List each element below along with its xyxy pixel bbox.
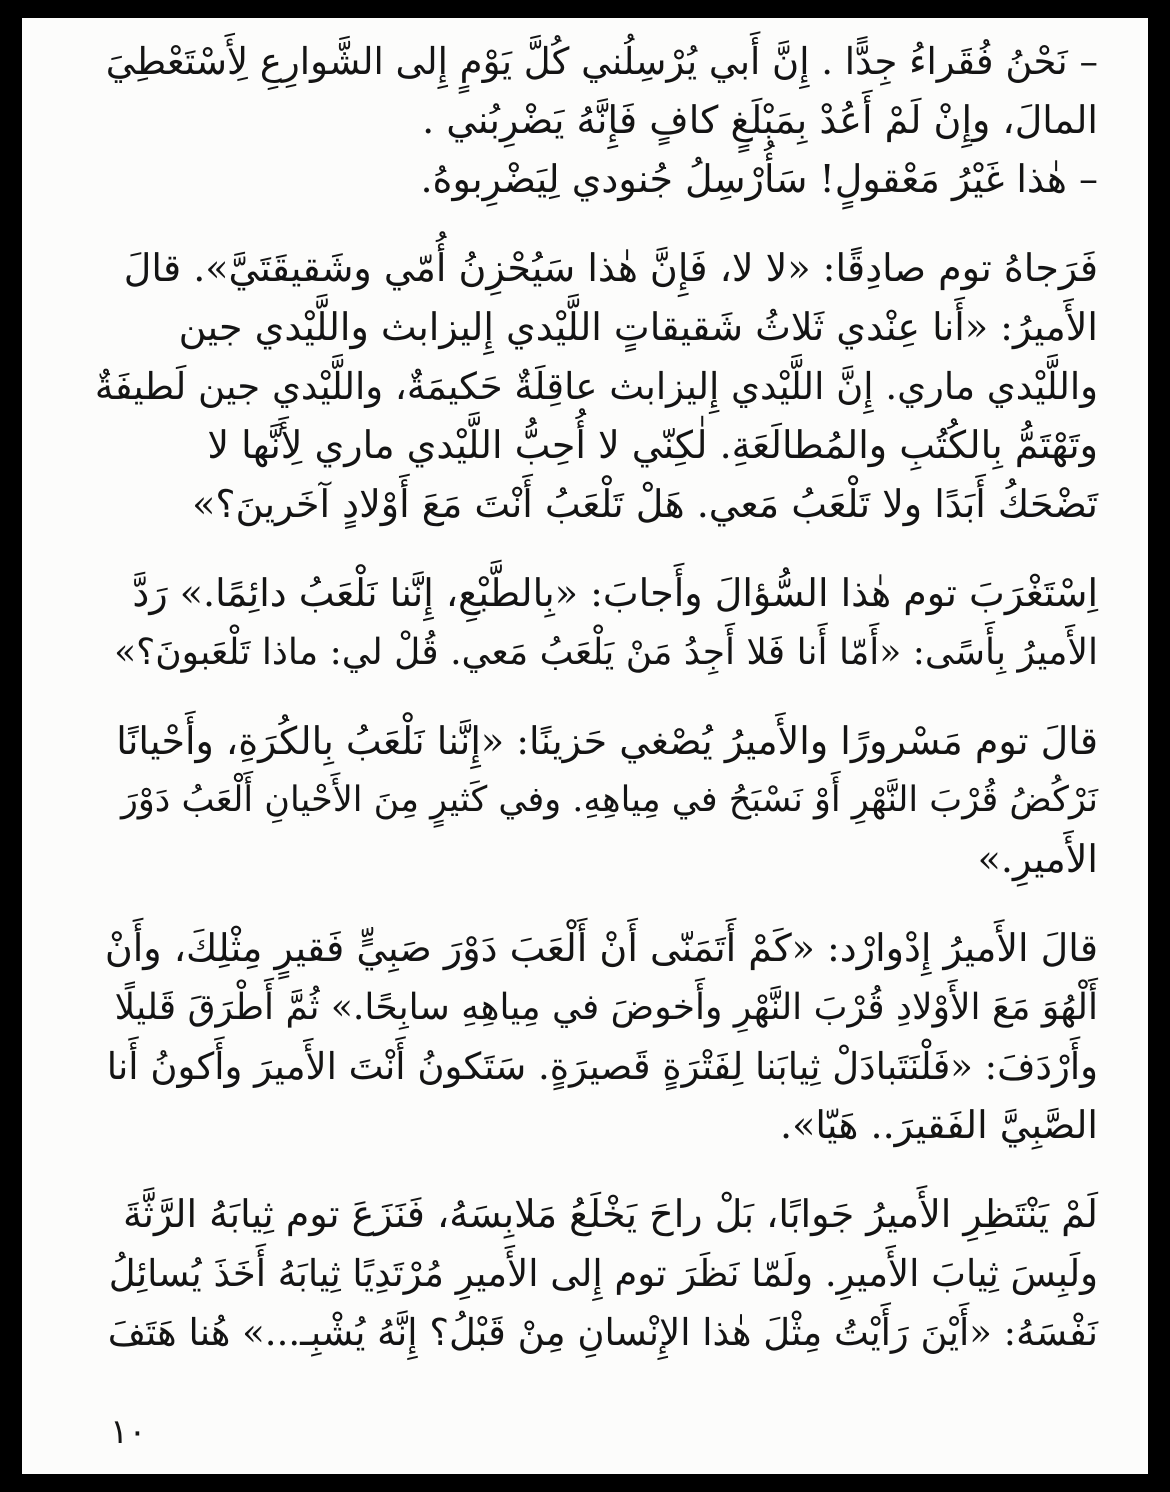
text-line: نَرْكُضُ قُرْبَ النَّهْرِ أَوْ نَسْبَحُ في مِياهِهِ. وفي كَثيرٍ مِنَ الأَحْيانِ أَلْعَبُ دَوْرَ <box>120 780 1098 820</box>
paragraph-3 <box>94 564 1098 682</box>
text-line: الصَّبِيَّ الفَقيرَ.. هَيّا». <box>780 1103 1098 1147</box>
paragraph-5 <box>94 919 1098 1155</box>
text-line: ولَبِسَ ثِيابَ الأَميرِ. ولَمّا نَظَرَ توم إِلى الأَميرِ مُرْتَدِيًا ثِيابَهُ أَخَذَ يُسائِلُ <box>108 1252 1098 1295</box>
text-line: أَلْهُوَ مَعَ الأَوْلادِ قُرْبَ النَّهْرِ وأَخوضَ في مِياهِهِ سابِحًا.» ثُمَّ أَطْرَقَ قَليلًا <box>114 987 1098 1028</box>
page-body-text <box>94 32 1098 1362</box>
text-line: اِسْتَغْرَبَ توم هٰذا السُّؤالَ وأَجابَ: «بِالطَّبْعِ، إِنَّنا نَلْعَبُ دائِمًا.» رَدَّ <box>132 571 1098 615</box>
text-line: – نَحْنُ فُقَراءُ جِدًّا . إِنَّ أَبي يُرْسِلُني كُلَّ يَوْمٍ إِلى الشَّوارِعِ لِأَسْتَعْطِيَ <box>105 40 1098 83</box>
text-line: لَمْ يَنْتَظِرِ الأَميرُ جَوابًا، بَلْ راحَ يَخْلَعُ مَلابِسَهُ، فَنَزَعَ توم ثِيابَهُ الرَّثَّةَ <box>123 1192 1098 1236</box>
paragraph-6 <box>94 1185 1098 1362</box>
text-line: قالَ الأَميرُ إِدْوارْد: «كَمْ أَتَمَنّى أَنْ أَلْعَبَ دَوْرَ صَبِيٍّ فَقيرٍ مِثْلِكَ، وأَنْ <box>104 926 1098 970</box>
text-line: فَرَجاهُ توم صادِقًا: «لا لا، فَإِنَّ هٰذا سَيُحْزِنُ أُمّي وشَقيقَتَيَّ». قالَ <box>123 246 1098 290</box>
text-line: نَفْسَهُ: «أَيْنَ رَأَيْتُ مِثْلَ هٰذا الإِنْسانِ مِنْ قَبْلُ؟ إِنَّهُ يُشْبِـ...» هُنا هَتَفَ <box>107 1311 1098 1354</box>
text-line: واللَّيْدي ماري. إِنَّ اللَّيْدي إِليزابث عاقِلَةٌ حَكيمَةٌ، واللَّيْدي جين لَطيفَةٌ <box>94 365 1098 408</box>
paragraph-4 <box>94 712 1098 889</box>
text-line: الأَميرُ: «أَنا عِنْدي ثَلاثُ شَقيقاتٍ اللَّيْدي إِليزابث واللَّيْدي جين <box>178 305 1098 349</box>
book-page <box>22 18 1148 1474</box>
text-line: الأَميرُ بِأَسًى: «أَمّا أَنا فَلا أَجِدُ مَنْ يَلْعَبُ مَعي. قُلْ لي: ماذا تَلْعَبونَ؟» <box>114 632 1098 673</box>
paragraph-2 <box>94 239 1098 534</box>
text-line: تَضْحَكُ أَبَدًا ولا تَلْعَبُ مَعي. هَلْ تَلْعَبُ أَنْتَ مَعَ أَوْلادٍ آخَرينَ؟» <box>192 482 1098 526</box>
text-line: قالَ توم مَسْرورًا والأَميرُ يُصْغي حَزينًا: «إِنَّنا نَلْعَبُ بِالكُرَةِ، وأَحْيانًا <box>116 719 1098 763</box>
text-line: وتَهْتَمُّ بِالكُتُبِ والمُطالَعَةِ. لٰكِنّي لا أُحِبُّ اللَّيْدي ماري لِأَنَّها لا <box>207 423 1098 467</box>
page-number: ١٠ <box>110 1412 147 1452</box>
text-line: وأَرْدَفَ: «فَلْنَتَبادَلْ ثِيابَنا لِفَتْرَةٍ قَصيرَةٍ. سَتَكونُ أَنْتَ الأَميرَ وأَكونُ أَنا <box>106 1045 1098 1088</box>
text-line: الأَميرِ.» <box>977 837 1098 881</box>
text-line: – هٰذا غَيْرُ مَعْقولٍ! سَأُرْسِلُ جُنودي لِيَضْرِبوهُ. <box>420 157 1098 201</box>
paragraph-1 <box>94 32 1098 209</box>
text-line: المالَ، وإِنْ لَمْ أَعُدْ بِمَبْلَغٍ كافٍ فَإِنَّهُ يَضْرِبُني . <box>422 98 1098 142</box>
